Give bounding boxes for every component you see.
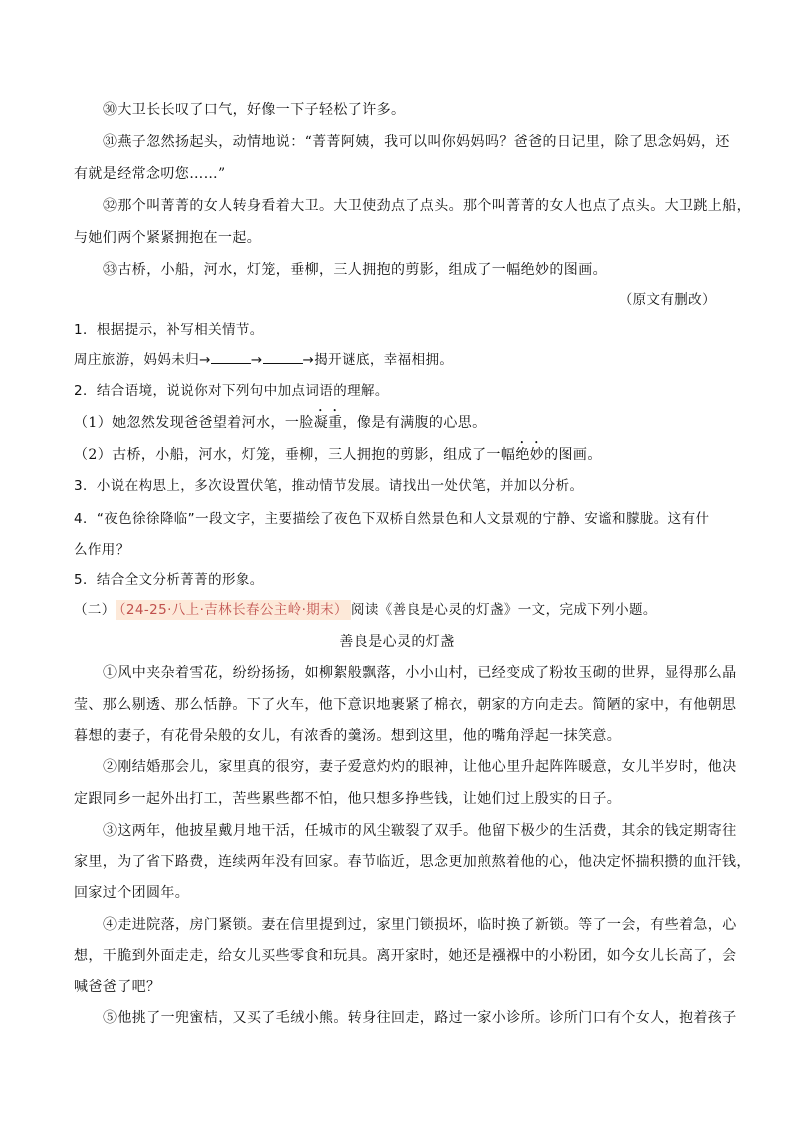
- story-p2-line-1: ②刚结婚那会儿，家里真的很穷，妻子爱意灼灼的眼神，让他心里升起阵阵暖意，女儿半岁时，他决: [103, 759, 737, 775]
- arrow-icon: →: [302, 352, 315, 368]
- question-2: 2．结合语境，说说你对下列句中加点词语的理解。: [74, 383, 389, 399]
- story-p4-line-2: 想，干脆到外面走走，给女儿买些零食和玩具。离开家时，她还是襁褓中的小粉团，如今女儿长高了，会: [74, 948, 737, 964]
- story-p4-line-3: 喊爸爸了吧？: [74, 979, 161, 995]
- sentence-2-post: 的图画。: [544, 447, 602, 463]
- question-2-sentence-1: [74, 407, 722, 439]
- answer-blank-2[interactable]: [263, 349, 303, 364]
- question-4-line-1: 4．“夜色徐徐降临”一段文字，主要描绘了夜色下双桥自然景色和人文景观的宁静、安谧和朦胧。这有什: [74, 511, 710, 527]
- dotted-word-1: 凝重: [313, 415, 343, 431]
- section-prefix: （二）: [74, 602, 116, 618]
- question-1-flow: [74, 344, 722, 376]
- story-paragraph-31-line-1: ㉛燕子忽然扬起头，动情地说：“菁菁阿姨，我可以叫你妈妈吗？爸爸的日记里，除了思念妈妈，还: [103, 134, 730, 150]
- question-3: 3．小说在构思上，多次设置伏笔，推动情节发展。请找出一处伏笔，并加以分析。: [74, 478, 584, 494]
- story-p3-line-2: 家里，为了省下路费，连续两年没有回家。春节临近，思念更加煎熬着他的心，他决定怀揣积攒的血汗钱，: [74, 854, 751, 870]
- story-p3-line-3: 回家过个团圆年。: [74, 885, 190, 901]
- question-1: 1．根据提示，补写相关情节。: [74, 322, 264, 338]
- story-p3-line-1: ③这两年，他披星戴月地干活，任城市的风尘皲裂了双手。他留下极少的生活费，其余的钱定期寄往: [103, 823, 737, 839]
- flow-start: 周庄旅游，妈妈未归: [74, 352, 200, 368]
- section-2-header: [74, 594, 722, 626]
- sentence-2-pre: （2）古桥，小船，河水，灯笼，垂柳，三人拥抱的剪影，组成了一幅: [74, 447, 516, 463]
- section-instruction: 阅读《善良是心灵的灯盏》一文，完成下列小题。: [350, 602, 657, 618]
- story-paragraph-30: ㉚大卫长长叹了口气，好像一下子轻松了许多。: [103, 102, 406, 118]
- story-paragraph-31-line-2: 有就是经常念叨您……”: [74, 166, 226, 182]
- question-4-line-2: 么作用？: [74, 542, 130, 558]
- revision-note: （原文有删改）: [618, 292, 716, 308]
- sentence-1-post: ，像是有满腹的心思。: [342, 415, 487, 431]
- story-p4-line-1: ④走进院落，房门紧锁。妻在信里提到过，家里门锁损坏，临时换了新锁。等了一会，有些着急，心: [103, 917, 737, 933]
- story-paragraph-33: ㉝古桥，小船，河水，灯笼，垂柳，三人拥抱的剪影，组成了一幅绝妙的图画。: [103, 262, 607, 278]
- story-p5-line-1: ⑤他挑了一兜蜜桔，又买了毛绒小熊。转身往回走，路过一家小诊所。诊所门口有个女人，抱着孩子: [103, 1010, 737, 1026]
- arrow-icon: →: [199, 352, 211, 368]
- arrow-icon: →: [250, 352, 263, 368]
- story-title: 善良是心灵的灯盏: [339, 634, 455, 650]
- story-paragraph-32-line-1: ㉜那个叫菁菁的女人转身看着大卫。大卫使劲点了点头。那个叫菁菁的女人也点了点头。大卫跳上船，: [103, 198, 751, 214]
- story-p1-line-3: 暮想的妻子，有花骨朵般的女儿，有浓香的羹汤。想到这里，他的嘴角浮起一抹笑意。: [74, 728, 622, 744]
- flow-end: 揭开谜底，幸福相拥。: [314, 352, 454, 368]
- question-2-sentence-2: [74, 439, 722, 471]
- question-5: 5．结合全文分析菁菁的形象。: [74, 572, 264, 588]
- story-p2-line-2: 定跟同乡一起外出打工，苦些累些都不怕，他只想多挣些钱，让她们过上殷实的日子。: [74, 791, 622, 807]
- story-paragraph-32-line-2: 与她们两个紧紧拥抱在一起。: [74, 230, 262, 246]
- source-tag: （24-25·八上·吉林长春公主岭·期末）: [116, 600, 351, 620]
- dotted-word-2: 绝妙: [515, 447, 545, 463]
- story-p1-line-2: 莹、那么剔透、那么恬静。下了火车，他下意识地裹紧了棉衣，朝家的方向走去。简陋的家中，有他朝思: [74, 697, 737, 713]
- answer-blank-1[interactable]: [211, 349, 251, 364]
- sentence-1-pre: （1）她忽然发现爸爸望着河水，一脸: [74, 415, 314, 431]
- story-p1-line-1: ①风中夹杂着雪花，纷纷扬扬，如柳絮般飘落，小小山村，已经变成了粉妆玉砌的世界，显得那么晶: [103, 665, 737, 681]
